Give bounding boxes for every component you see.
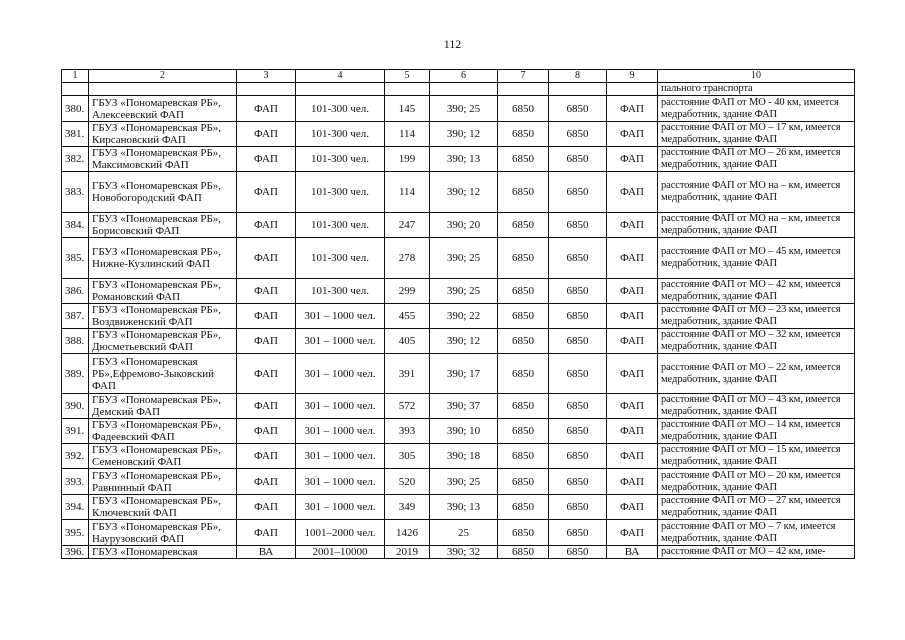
col7-value: 6850: [498, 469, 549, 495]
row-number: 393.: [62, 469, 89, 495]
row-note: расстояние ФАП от МО – 20 км, имеется медработник, здание ФАП: [658, 469, 855, 495]
facility-name: ГБУЗ «Пономаревская РБ», Новобогородский ФАП: [89, 172, 237, 213]
col7-value: 6850: [498, 354, 549, 394]
population-range: 301 – 1000 чел.: [296, 329, 385, 354]
col8-value: 6850: [549, 172, 607, 213]
col7-value: 6850: [498, 520, 549, 546]
facility-type: ФАП: [237, 520, 296, 546]
facility-name: ГБУЗ «Пономаревская РБ», Дюсметьевский ФАП: [89, 329, 237, 354]
col8-value: 6850: [549, 419, 607, 444]
col7-value: 6850: [498, 96, 549, 122]
row-note: расстояние ФАП от МО – 17 км, имеется медработник, здание ФАП: [658, 122, 855, 147]
facility-type: ФАП: [237, 354, 296, 394]
col8-value: 6850: [549, 469, 607, 495]
col9-value: ФАП: [607, 147, 658, 172]
col8-value: 6850: [549, 329, 607, 354]
col5-value: 114: [385, 122, 430, 147]
row-number: 382.: [62, 147, 89, 172]
col5-value: 299: [385, 279, 430, 304]
col9-value: ФАП: [607, 329, 658, 354]
col5-value: 114: [385, 172, 430, 213]
header-col-6: 6: [430, 70, 498, 83]
carryover-note: пального транспорта: [658, 83, 855, 96]
facility-name: ГБУЗ «Пономаревская РБ», Кирсановский ФАП: [89, 122, 237, 147]
col5-value: 199: [385, 147, 430, 172]
col8-value: 6850: [549, 147, 607, 172]
row-note: расстояние ФАП от МО – 32 км, имеется медработник, здание ФАП: [658, 329, 855, 354]
facility-type: ФАП: [237, 469, 296, 495]
table-row: [62, 329, 855, 354]
facility-name: ГБУЗ «Пономаревская РБ», Семеновский ФАП: [89, 444, 237, 469]
facility-type: ВА: [237, 546, 296, 559]
header-col-10: 10: [658, 70, 855, 83]
facility-type: ФАП: [237, 172, 296, 213]
col6-value: 390; 13: [430, 147, 498, 172]
population-range: 2001–10000: [296, 546, 385, 559]
col5-value: 572: [385, 394, 430, 419]
population-range: 1001–2000 чел.: [296, 520, 385, 546]
col9-value: ФАП: [607, 520, 658, 546]
row-note: расстояние ФАП от МО – 42 км, имеется медработник, здание ФАП: [658, 279, 855, 304]
col7-value: 6850: [498, 213, 549, 238]
table-row: [62, 419, 855, 444]
row-note: расстояние ФАП от МО – 15 км, имеется медработник, здание ФАП: [658, 444, 855, 469]
facility-type: ФАП: [237, 444, 296, 469]
col8-value: 6850: [549, 444, 607, 469]
col5-value: 2019: [385, 546, 430, 559]
table-row: [62, 122, 855, 147]
table-row: [62, 354, 855, 394]
row-note: расстояние ФАП от МО – 7 км, имеется медработник, здание ФАП: [658, 520, 855, 546]
col5-value: 305: [385, 444, 430, 469]
col6-value: 390; 25: [430, 96, 498, 122]
population-range: 301 – 1000 чел.: [296, 495, 385, 520]
row-number: 388.: [62, 329, 89, 354]
header-col-4: 4: [296, 70, 385, 83]
table-row: [62, 546, 855, 559]
col7-value: 6850: [498, 329, 549, 354]
population-range: 301 – 1000 чел.: [296, 394, 385, 419]
facility-type: ФАП: [237, 96, 296, 122]
population-range: 101-300 чел.: [296, 96, 385, 122]
facility-name: ГБУЗ «Пономаревская РБ», Ключевский ФАП: [89, 495, 237, 520]
facility-type: ФАП: [237, 419, 296, 444]
row-note: расстояние ФАП от МО – 22 км, имеется медработник, здание ФАП: [658, 354, 855, 394]
page-number: 112: [443, 37, 462, 51]
col7-value: 6850: [498, 546, 549, 559]
col9-value: ФАП: [607, 304, 658, 329]
col7-value: 6850: [498, 122, 549, 147]
col6-value: 390; 25: [430, 469, 498, 495]
facility-name: ГБУЗ «Пономаревская РБ», Равнинный ФАП: [89, 469, 237, 495]
col5-value: 391: [385, 354, 430, 394]
row-note: расстояние ФАП от МО – 42 км, име-: [658, 546, 855, 559]
table-row: [62, 444, 855, 469]
population-range: 301 – 1000 чел.: [296, 419, 385, 444]
table-row: [62, 238, 855, 279]
row-note: расстояние ФАП от МО - 40 км, имеется медработник, здание ФАП: [658, 96, 855, 122]
col9-value: ФАП: [607, 122, 658, 147]
col9-value: ФАП: [607, 419, 658, 444]
col5-value: 145: [385, 96, 430, 122]
col7-value: 6850: [498, 279, 549, 304]
col5-value: 405: [385, 329, 430, 354]
col8-value: 6850: [549, 495, 607, 520]
facility-type: ФАП: [237, 238, 296, 279]
facility-name: ГБУЗ «Пономаревская: [89, 546, 237, 559]
col6-value: 390; 10: [430, 419, 498, 444]
col6-value: 25: [430, 520, 498, 546]
header-col-7: 7: [498, 70, 549, 83]
population-range: 301 – 1000 чел.: [296, 304, 385, 329]
col7-value: 6850: [498, 444, 549, 469]
population-range: 101-300 чел.: [296, 122, 385, 147]
col9-value: ФАП: [607, 238, 658, 279]
header-col-2: 2: [89, 70, 237, 83]
population-range: 301 – 1000 чел.: [296, 469, 385, 495]
row-note: расстояние ФАП от МО – 26 км, имеется медработник, здание ФАП: [658, 147, 855, 172]
row-number: 387.: [62, 304, 89, 329]
row-number: 381.: [62, 122, 89, 147]
facility-type: ФАП: [237, 279, 296, 304]
facility-name: ГБУЗ «Пономаревская РБ»,Ефремово-Зыковский ФАП: [89, 354, 237, 394]
col8-value: 6850: [549, 213, 607, 238]
row-note: расстояние ФАП от МО – 14 км, имеется медработник, здание ФАП: [658, 419, 855, 444]
facility-type: ФАП: [237, 394, 296, 419]
population-range: 301 – 1000 чел.: [296, 354, 385, 394]
facility-type: ФАП: [237, 304, 296, 329]
col8-value: 6850: [549, 394, 607, 419]
table-row: [62, 279, 855, 304]
row-number: 383.: [62, 172, 89, 213]
table-row: [62, 147, 855, 172]
row-note: расстояние ФАП от МО – 27 км, имеется медработник, здание ФАП: [658, 495, 855, 520]
row-note: расстояние ФАП от МО – 23 км, имеется медработник, здание ФАП: [658, 304, 855, 329]
table-row: [62, 304, 855, 329]
row-number: 389.: [62, 354, 89, 394]
fap-table: [61, 69, 855, 559]
col6-value: 390; 25: [430, 238, 498, 279]
table-row: [62, 520, 855, 546]
col5-value: 349: [385, 495, 430, 520]
col7-value: 6850: [498, 495, 549, 520]
population-range: 101-300 чел.: [296, 172, 385, 213]
header-row: [62, 70, 855, 83]
col6-value: 390; 17: [430, 354, 498, 394]
col8-value: 6850: [549, 122, 607, 147]
col7-value: 6850: [498, 238, 549, 279]
col9-value: ФАП: [607, 213, 658, 238]
col9-value: ФАП: [607, 444, 658, 469]
row-note: расстояние ФАП от МО – 43 км, имеется медработник, здание ФАП: [658, 394, 855, 419]
col6-value: 390; 13: [430, 495, 498, 520]
table-row: [62, 96, 855, 122]
row-number: 380.: [62, 96, 89, 122]
col9-value: ВА: [607, 546, 658, 559]
col9-value: ФАП: [607, 469, 658, 495]
facility-name: ГБУЗ «Пономаревская РБ», Воздвиженский ФАП: [89, 304, 237, 329]
table-body: [62, 83, 855, 559]
col7-value: 6850: [498, 304, 549, 329]
facility-type: ФАП: [237, 329, 296, 354]
col9-value: ФАП: [607, 172, 658, 213]
facility-name: ГБУЗ «Пономаревская РБ», Алексеевский ФАП: [89, 96, 237, 122]
col7-value: 6850: [498, 394, 549, 419]
row-number: 394.: [62, 495, 89, 520]
row-number: 395.: [62, 520, 89, 546]
col8-value: 6850: [549, 520, 607, 546]
col9-value: ФАП: [607, 495, 658, 520]
col6-value: 390; 22: [430, 304, 498, 329]
population-range: 301 – 1000 чел.: [296, 444, 385, 469]
col6-value: 390; 20: [430, 213, 498, 238]
col6-value: 390; 12: [430, 122, 498, 147]
header-col-3: 3: [237, 70, 296, 83]
facility-name: ГБУЗ «Пономаревская РБ», Демский ФАП: [89, 394, 237, 419]
col8-value: 6850: [549, 238, 607, 279]
col9-value: ФАП: [607, 96, 658, 122]
col8-value: 6850: [549, 546, 607, 559]
header-col-8: 8: [549, 70, 607, 83]
header-col-1: 1: [62, 70, 89, 83]
col6-value: 390; 12: [430, 172, 498, 213]
table-row: [62, 495, 855, 520]
col6-value: 390; 32: [430, 546, 498, 559]
facility-type: ФАП: [237, 213, 296, 238]
facility-type: ФАП: [237, 147, 296, 172]
col8-value: 6850: [549, 304, 607, 329]
population-range: 101-300 чел.: [296, 279, 385, 304]
col9-value: ФАП: [607, 279, 658, 304]
row-number: 391.: [62, 419, 89, 444]
col5-value: 455: [385, 304, 430, 329]
header-col-5: 5: [385, 70, 430, 83]
row-number: 390.: [62, 394, 89, 419]
col5-value: 247: [385, 213, 430, 238]
population-range: 101-300 чел.: [296, 213, 385, 238]
col5-value: 278: [385, 238, 430, 279]
col6-value: 390; 37: [430, 394, 498, 419]
col5-value: 393: [385, 419, 430, 444]
row-number: 392.: [62, 444, 89, 469]
population-range: 101-300 чел.: [296, 147, 385, 172]
header-col-9: 9: [607, 70, 658, 83]
col8-value: 6850: [549, 354, 607, 394]
row-note: расстояние ФАП от МО на – км, имеется медработник, здание ФАП: [658, 172, 855, 213]
col8-value: 6850: [549, 96, 607, 122]
row-number: 384.: [62, 213, 89, 238]
col6-value: 390; 25: [430, 279, 498, 304]
col6-value: 390; 12: [430, 329, 498, 354]
table-row: [62, 213, 855, 238]
row-number: 386.: [62, 279, 89, 304]
facility-type: ФАП: [237, 122, 296, 147]
row-number: 396.: [62, 546, 89, 559]
col9-value: ФАП: [607, 354, 658, 394]
carryover-row: [62, 83, 855, 96]
table-row: [62, 394, 855, 419]
row-note: расстояние ФАП от МО на – км, имеется медработник, здание ФАП: [658, 213, 855, 238]
row-note: расстояние ФАП от МО – 45 км, имеется медработник, здание ФАП: [658, 238, 855, 279]
facility-name: ГБУЗ «Пономаревская РБ», Борисовский ФАП: [89, 213, 237, 238]
col7-value: 6850: [498, 419, 549, 444]
facility-name: ГБУЗ «Пономаревская РБ», Нижне-Кузлинский ФАП: [89, 238, 237, 279]
table-row: [62, 172, 855, 213]
col9-value: ФАП: [607, 394, 658, 419]
col8-value: 6850: [549, 279, 607, 304]
col7-value: 6850: [498, 147, 549, 172]
table-row: [62, 469, 855, 495]
row-number: 385.: [62, 238, 89, 279]
population-range: 101-300 чел.: [296, 238, 385, 279]
facility-name: ГБУЗ «Пономаревская РБ», Наурузовский ФАП: [89, 520, 237, 546]
col5-value: 1426: [385, 520, 430, 546]
facility-type: ФАП: [237, 495, 296, 520]
col6-value: 390; 18: [430, 444, 498, 469]
facility-name: ГБУЗ «Пономаревская РБ», Фадеевский ФАП: [89, 419, 237, 444]
facility-name: ГБУЗ «Пономаревская РБ», Романовский ФАП: [89, 279, 237, 304]
col7-value: 6850: [498, 172, 549, 213]
facility-name: ГБУЗ «Пономаревская РБ», Максимовский ФАП: [89, 147, 237, 172]
col5-value: 520: [385, 469, 430, 495]
